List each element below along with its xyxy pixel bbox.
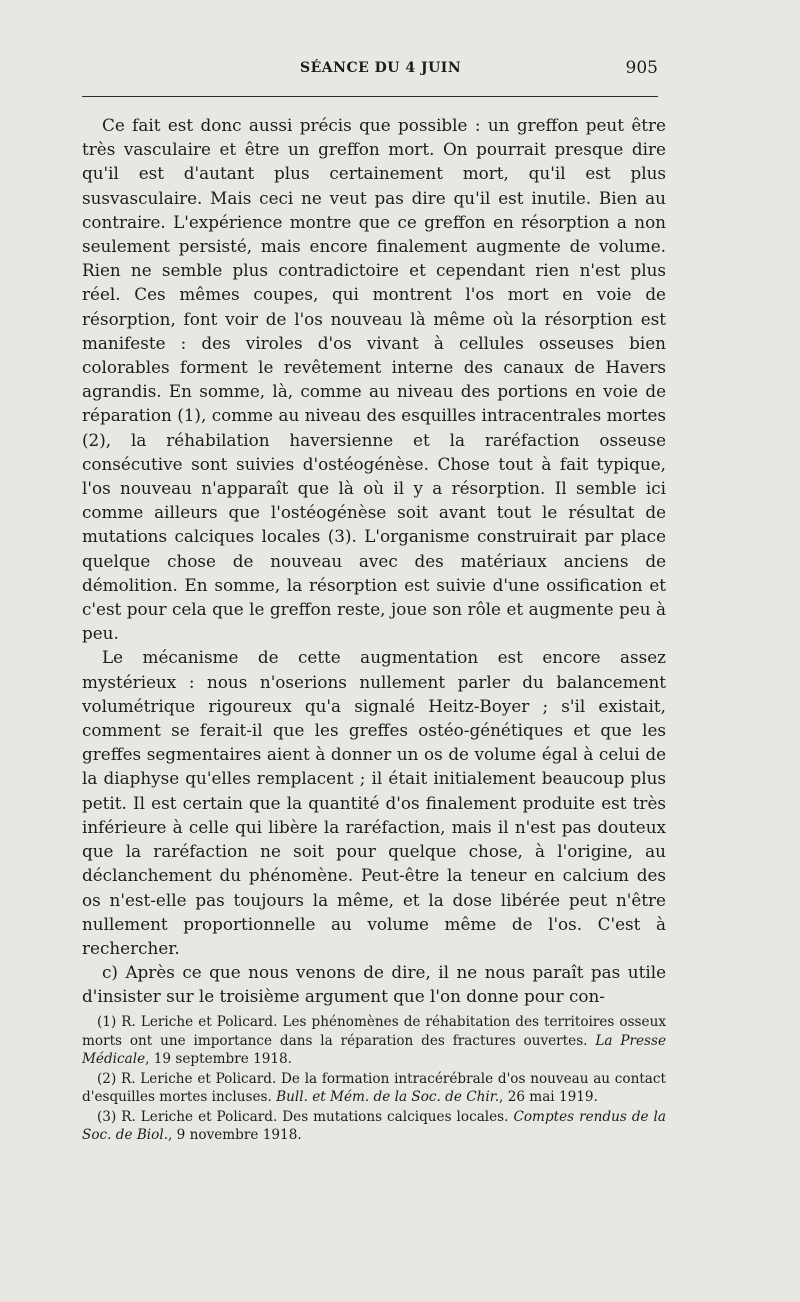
footnote-3-text: (3) R. Leriche et Policard. Des mutations calciques locales. [97, 1108, 514, 1125]
running-header [82, 60, 658, 84]
paragraph-1: Ce fait est donc aussi précis que possible : un greffon peut être très vasculaire et être un greffon mort. On pourrait presque dire qu'il est d'autant plus certainement mort, qu'il est plus susvasculaire. Mais ceci ne veut pas dire qu'il est inutile. Bien au contraire. L'expérience montre que ce greffon en résorption a non seulement persisté, mais encore finalement augmente de volume. Rien ne semble plus contradictoire et cependant rien n'est plus réel. Ces mêmes coupes, qui montrent l'os mort en voie de résorption, font voir de l'os nouveau là même où la résorption est manifeste : des viroles d'os vivant à cellules osseuses bien colorables forment le revêtement interne des canaux de Havers agrandis. En somme, là, comme au niveau des portions en voie de réparation (1), comme au niveau des esquilles intracentrales mortes (2), la réhabilation haversienne et la raréfaction osseuse consécutive sont suivies d'ostéogénèse. Chose tout à fait typique, l'os nouveau n'apparaît que là où il y a résorption. Il semble ici comme ailleurs que l'ostéogénèse soit avant tout le résultat de mutations calciques locales (3). L'organisme construirait par place quelque chose de nouveau avec des matériaux anciens de démolition. En somme, la résorption est suivie d'une ossification et c'est pour cela que le greffon reste, joue son rôle et augmente peu à peu. [82, 115, 666, 644]
page-number: 905 [625, 58, 658, 78]
footnote-2-journal: Bull. et Mém. de la Soc. de Chir. [276, 1089, 500, 1105]
footnote-2 [82, 1070, 666, 1107]
paragraph-2: Le mécanisme de cette augmentation est encore assez mystérieux : nous n'oserions nullement parler du balancement volumétrique rigoureux qu'a signalé Heitz-Boyer ; s'il existait, comment se ferait-il que les greffes ostéo-génétiques et que les greffes segmentaires aient à donner un os de volume égal à celui de la diaphyse qu'elles remplacent ; il était initialement beaucoup plus petit. Il est certain que la quantité d'os finalement produite est très inférieure à celle qui libère la raréfaction, mais il n'est pas douteux que la raréfaction ne soit pour quelque chose, à l'origine, au déclanchement du phénomène. Peut-être la teneur en calcium des os n'est-elle pas toujours la même, et la dose libérée peut n'être nullement proportionnelle au volume même de l'os. C'est à rechercher. [82, 647, 666, 958]
paragraph-3: c) Après ce que nous venons de dire, il ne nous paraît pas utile d'insister sur le troisième argument que l'on donne pour con- [82, 962, 666, 1007]
footnote-3 [82, 1108, 666, 1145]
footnote-2-date: , 26 mai 1919. [499, 1089, 598, 1105]
main-text [82, 113, 666, 1009]
footnote-1-text: (1) R. Leriche et Policard. Les phénomènes de réhabitation des territoires osseux morts ont une importance dans la réparation des fractures ouvertes. [82, 1014, 666, 1049]
footnote-1 [82, 1013, 666, 1069]
footnote-3-date: , 9 novembre 1918. [168, 1127, 302, 1143]
footnote-2-text: (2) R. Leriche et Policard. De la formation intracérébrale d'os nouveau au contact d'esquilles mortes incluses. [82, 1070, 666, 1105]
footnote-1-journal: La Presse Médicale [82, 1032, 667, 1067]
header-rule [82, 96, 658, 97]
running-title: SÉANCE DU 4 JUIN [300, 60, 462, 76]
footnote-3-journal: Comptes rendus de la Soc. de Biol. [82, 1108, 666, 1143]
footnotes [82, 1013, 666, 1146]
footnote-1-date: , 19 septembre 1918. [145, 1051, 292, 1067]
